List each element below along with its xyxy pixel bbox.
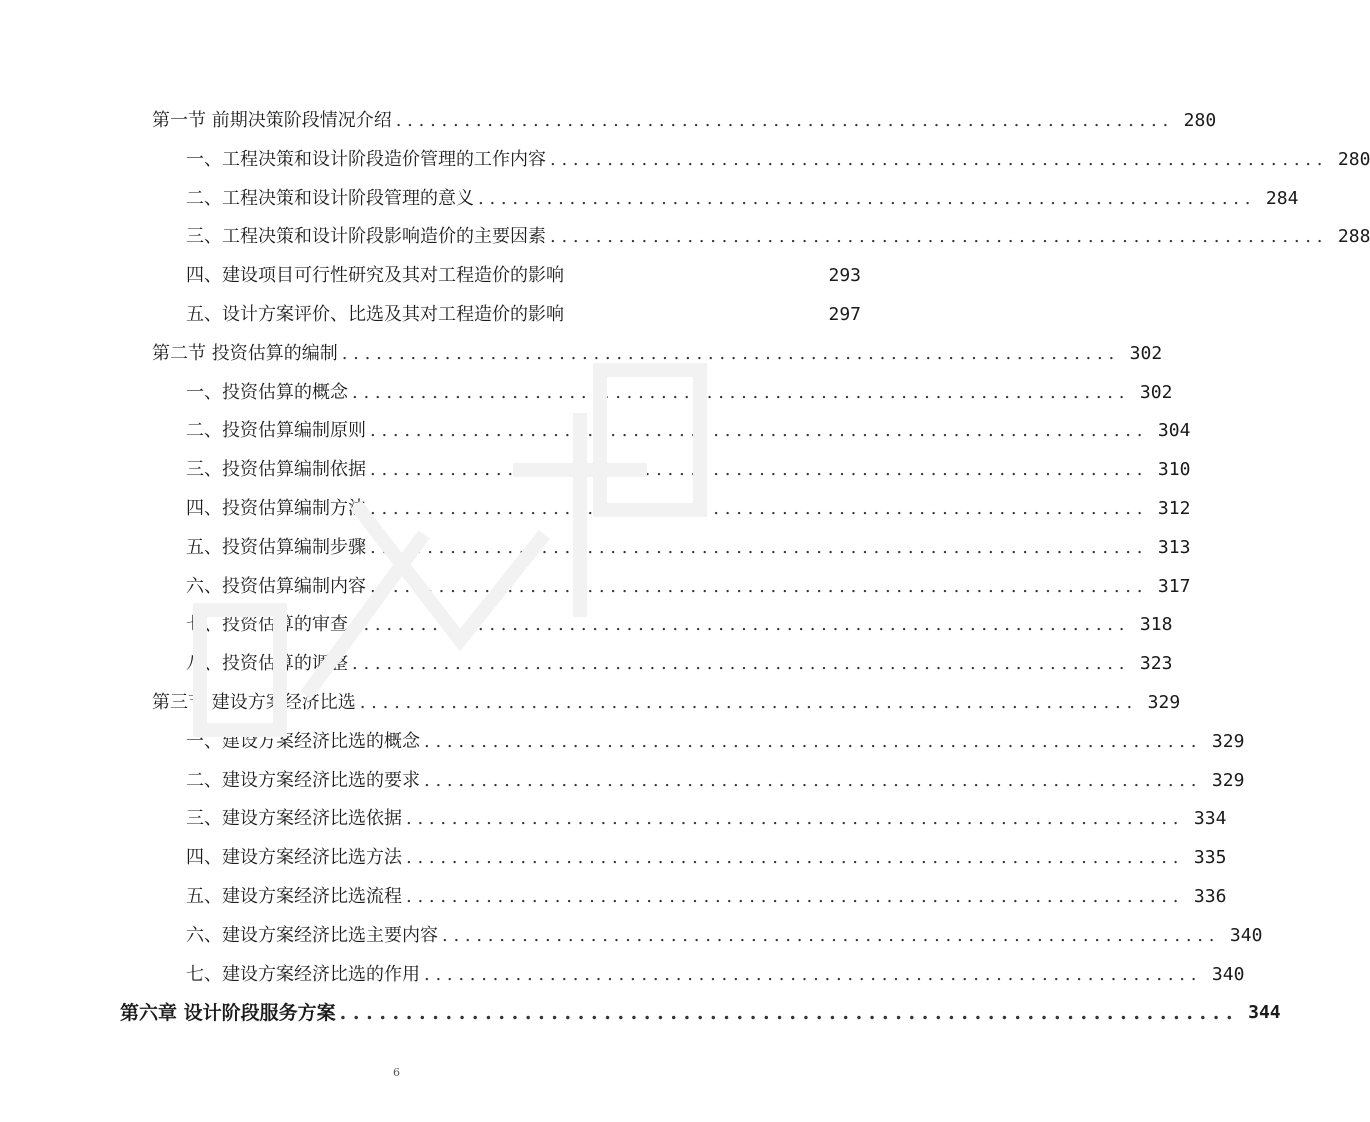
toc-entry-label: 五、建设方案经济比选流程 [186, 886, 402, 907]
toc-page-number: 329 [1211, 769, 1245, 791]
toc-page-number: 318 [1139, 614, 1173, 636]
toc-entry-label: 一、投资估算的概念 [186, 381, 348, 403]
toc-section-entry[interactable] [0, 106, 1217, 136]
toc-entry-label: 六、建设方案经济比选主要内容 [186, 924, 438, 946]
toc-entry-label: 二、建设方案经济比选的要求 [186, 769, 420, 791]
toc-dot-leader [352, 378, 1124, 408]
toc-entry-label: 第二节 投资估算的编制 [152, 342, 338, 364]
toc-entry-label: 五、设计方案评价、比选及其对工程造价的影响 [186, 304, 564, 325]
toc-entry-label: 第一节 前期决策阶段情况介绍 [152, 110, 392, 131]
toc-entry-label: 一、建设方案经济比选的概念 [186, 730, 420, 752]
toc-entry-label: 七、建设方案经济比选的作用 [186, 963, 420, 985]
toc-page-number: 304 [1157, 420, 1191, 442]
toc-entry-label: 三、投资估算编制依据 [186, 459, 366, 481]
toc-page-number: 323 [1139, 653, 1173, 675]
toc-page-number: 280 [1183, 110, 1217, 131]
toc-item-entry[interactable] [0, 455, 1191, 485]
toc-item-entry[interactable] [0, 533, 1191, 563]
toc-item-entry[interactable] [0, 494, 1191, 524]
toc-dot-leader [340, 998, 1233, 1028]
toc-page-number: 284 [1265, 187, 1299, 209]
toc-item-entry[interactable] [0, 184, 1299, 214]
toc-dot-leader [442, 921, 1214, 951]
toc-entry-label: 第六章 设计阶段服务方案 [120, 1002, 336, 1025]
toc-item-entry[interactable] [0, 300, 979, 330]
toc-dot-leader [406, 804, 1178, 834]
toc-page-number: 336 [1193, 886, 1227, 907]
toc-dot-leader [352, 610, 1124, 640]
toc-dot-leader [370, 572, 1142, 602]
toc-item-entry[interactable] [0, 610, 1173, 640]
toc-entry-label: 三、建设方案经济比选依据 [186, 808, 402, 830]
toc-chapter-entry[interactable] [0, 998, 1281, 1028]
toc-entry-label: 三、工程决策和设计阶段影响造价的主要因素 [186, 226, 546, 248]
toc-page-number: 329 [1211, 730, 1245, 752]
toc-item-entry[interactable] [0, 416, 1191, 446]
toc-dot-leader [370, 455, 1142, 485]
toc-page-number: 313 [1157, 536, 1191, 558]
toc-dot-leader [550, 145, 1322, 175]
toc-dot-leader [550, 222, 1322, 252]
toc-item-entry[interactable] [0, 843, 1227, 873]
toc-page-number: 334 [1193, 808, 1227, 830]
toc-entry-label: 五、投资估算编制步骤 [186, 536, 366, 558]
toc-page-number: 340 [1229, 924, 1263, 946]
toc-page-number: 312 [1157, 498, 1191, 519]
toc-dot-leader [424, 727, 1196, 757]
toc-dot-leader [360, 688, 1132, 718]
toc-page-number: 344 [1248, 1002, 1281, 1024]
toc-dot-leader [478, 184, 1250, 214]
toc-page-number: 302 [1129, 342, 1163, 364]
toc-dot-leader [424, 766, 1196, 796]
toc-item-entry[interactable] [0, 882, 1227, 912]
toc-dot-leader [406, 843, 1178, 873]
toc-page-number: 340 [1211, 963, 1245, 985]
toc-item-entry[interactable] [0, 766, 1245, 796]
page-number: 6 [393, 1066, 400, 1079]
toc-page-number: 302 [1139, 381, 1173, 403]
toc-section-entry[interactable] [0, 688, 1181, 718]
toc-item-entry[interactable] [0, 804, 1227, 834]
toc-entry-label: 二、投资估算编制原则 [186, 420, 366, 442]
toc-dot-leader [342, 339, 1114, 369]
toc-page-number: 329 [1147, 692, 1181, 713]
toc-dot-leader [424, 960, 1196, 990]
toc-item-entry[interactable] [0, 727, 1245, 757]
toc-dot-leader [406, 882, 1178, 912]
toc-entry-label: 四、建设方案经济比选方法 [186, 847, 402, 869]
toc-entry-label: 四、投资估算编制方法 [186, 498, 366, 519]
toc-page-number: 317 [1157, 575, 1191, 597]
toc-item-entry[interactable] [0, 960, 1245, 990]
toc-item-entry[interactable] [0, 378, 1173, 408]
toc-page-number: 335 [1193, 847, 1227, 869]
toc-page-number: 293 [828, 265, 861, 287]
toc-dot-leader [396, 106, 1168, 136]
toc-entry-label: 八、投资估算的调整 [186, 653, 348, 675]
toc-item-entry[interactable] [0, 222, 1370, 252]
toc-dot-leader [370, 533, 1142, 563]
toc-dot-leader [370, 494, 1142, 524]
toc-page-number: 288 [1337, 226, 1370, 248]
toc-section-entry[interactable] [0, 339, 1163, 369]
toc-dot-leader [370, 416, 1142, 446]
toc-entry-label: 七、投资估算的审查 [186, 614, 348, 636]
toc-item-entry[interactable] [0, 145, 1370, 175]
toc-entry-label: 二、工程决策和设计阶段管理的意义 [186, 187, 474, 209]
toc-page-number: 280 [1337, 148, 1370, 170]
toc-page-number: 297 [828, 304, 861, 325]
toc-item-entry[interactable] [0, 572, 1191, 602]
toc-page-number: 310 [1157, 459, 1191, 481]
toc-dot-leader [352, 649, 1124, 679]
toc-item-entry[interactable] [0, 649, 1173, 679]
toc-entry-label: 第三节 建设方案经济比选 [152, 692, 356, 713]
toc-entry-label: 四、建设项目可行性研究及其对工程造价的影响 [186, 265, 564, 287]
toc-entry-label: 一、工程决策和设计阶段造价管理的工作内容 [186, 148, 546, 170]
toc-entry-label: 六、投资估算编制内容 [186, 575, 366, 597]
toc-item-entry[interactable] [0, 921, 1263, 951]
toc-item-entry[interactable] [0, 261, 979, 291]
